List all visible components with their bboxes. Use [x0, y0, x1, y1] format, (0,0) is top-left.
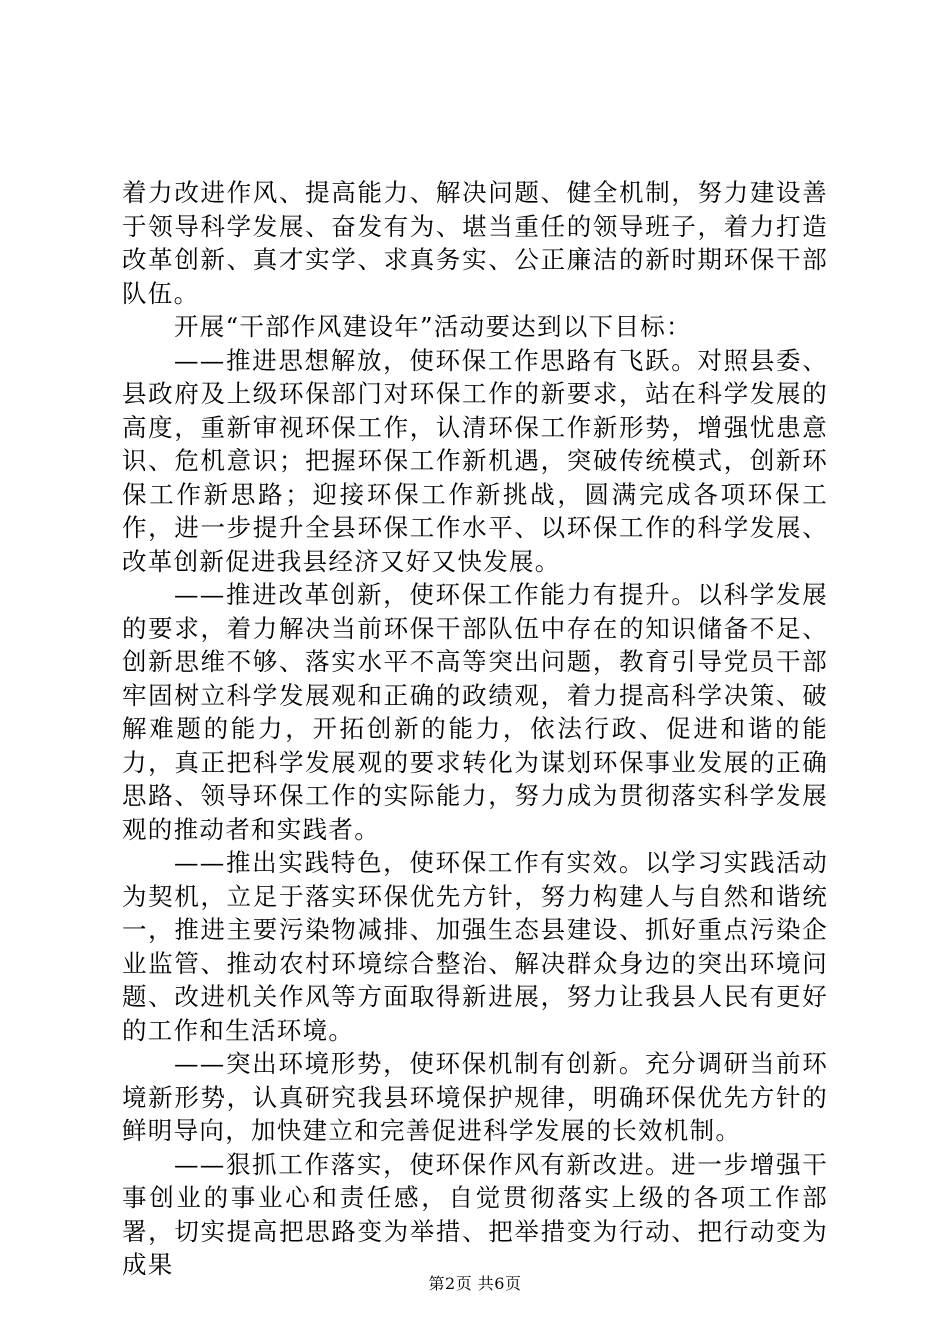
- paragraph-goal-reform: ——推进改革创新，使环保工作能力有提升。以科学发展的要求，着力解决当前环保干部队伍中存在的知识储备不足、创新思维不够、落实水平不高等突出问题，教育引导党员干部牢固树立科学发展观和正确的政绩观，着力提高科学决策、破解难题的能力，开拓创新的能力，依法行政、促进和谐的能力，真正把科学发展观的要求转化为谋划环保事业发展的正确思路、领导环保工作的实际能力，努力成为贯彻落实科学发展观的推动者和实践者。: [122, 580, 828, 844]
- paragraph-goal-implementation: ——狠抓工作落实，使环保作风有新改进。进一步增强干事创业的事业心和责任感，自觉贯彻落实上级的各项工作部署，切实提高把思路变为举措、把举措变为行动、把行动变为成果: [122, 1149, 828, 1279]
- paragraph-goal-mechanism: ——突出环境形势，使环保机制有创新。充分调研当前环境新形势，认真研究我县环境保护规律，明确环保优先方针的鲜明导向，加快建立和完善促进科学发展的长效机制。: [122, 1049, 828, 1145]
- paragraph-continuation: 着力改进作风、提高能力、解决问题、健全机制，努力建设善于领导科学发展、奋发有为、堪当重任的领导班子，着力打造改革创新、真才实学、求真务实、公正廉洁的新时期环保干部队伍。: [122, 178, 828, 308]
- document-body: [122, 176, 828, 1282]
- paragraph-goal-practice: ——推出实践特色，使环保工作有实效。以学习实践活动为契机，立足于落实环保优先方针，努力构建人与自然和谐统一，推进主要污染物减排、加强生态县建设、抓好重点污染企业监管、推动农村环境综合整治、解决群众身边的突出环境问题、改进机关作风等方面取得新进展，努力让我县人民有更好的工作和生活环境。: [122, 848, 828, 1045]
- page-number-footer: 第2页 共6页: [428, 1274, 522, 1293]
- paragraph-goal-thought: ——推进思想解放，使环保工作思路有飞跃。对照县委、县政府及上级环保部门对环保工作的新要求，站在科学发展的高度，重新审视环保工作，认清环保工作新形势，增强忧患意识、危机意识；把握环保工作新机遇，突破传统模式，创新环保工作新思路；迎接环保工作新挑战，圆满完成各项环保工作，进一步提升全县环保工作水平、以环保工作的科学发展、改革创新促进我县经济又好又快发展。: [122, 345, 828, 576]
- paragraph-goals-intro: 开展“干部作风建设年”活动要达到以下目标：: [174, 312, 692, 341]
